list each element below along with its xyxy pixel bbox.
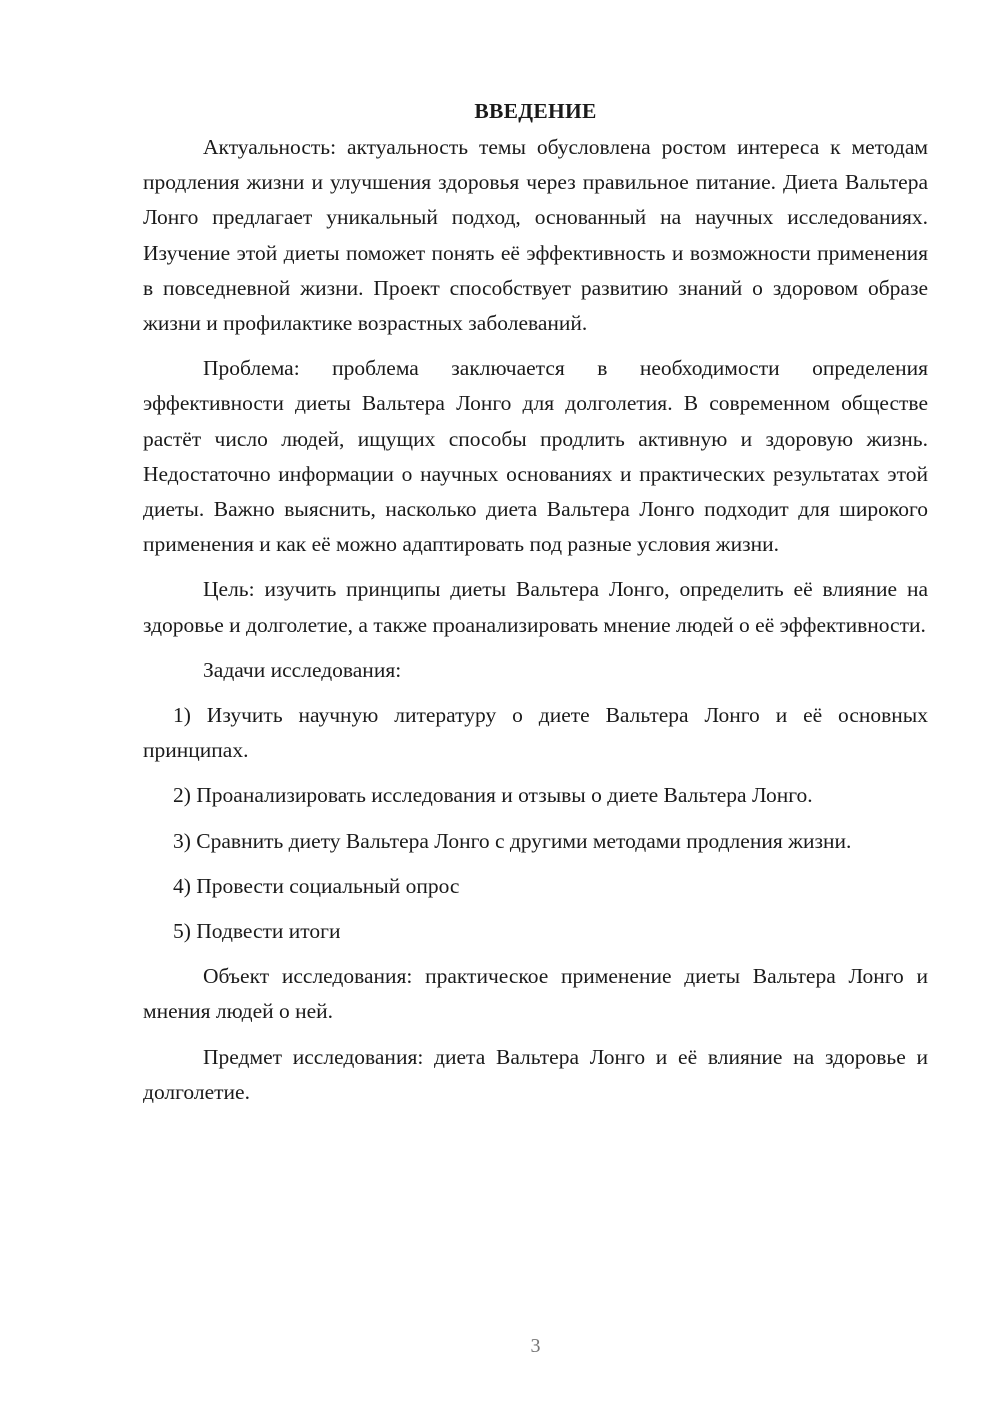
page-title: ВВЕДЕНИЕ xyxy=(474,99,597,123)
tasks-heading: Задачи исследования: xyxy=(203,657,402,682)
paragraph-relevance: Актуальность: актуальность темы обусловлена ростом интереса к методам продления жизни и улучшения здоровья через правильное питание. Диета Вальтера Лонго предлагает уникальный подход, основанный на научных исследованиях. Изучение этой диеты поможет понять её эффективность и возможности применения в повседневной жизни. Проект способствует развитию знаний о здоровом образе жизни и профилактике возрастных заболеваний. xyxy=(143,135,928,336)
task-item-4: 4) Провести социальный опрос xyxy=(173,873,460,898)
task-item-3: 3) Сравнить диету Вальтера Лонго с другими методами продления жизни. xyxy=(173,828,852,853)
paragraph-object: Объект исследования: практическое применение диеты Вальтера Лонго и мнения людей о ней. xyxy=(143,964,928,1024)
paragraph-problem: Проблема: проблема заключается в необходимости определения эффективности диеты Вальтера Лонго для долголетия. В современном обществе растёт число людей, ищущих способы продлить активную и здоровую жизнь. Недостаточно информации о научных основаниях и практических результатах этой диеты. Важно выяснить, насколько диета Вальтера Лонго подходит для широкого применения и как её можно адаптировать под разные условия жизни. xyxy=(143,356,928,557)
paragraph-goal: Цель: изучить принципы диеты Вальтера Лонго, определить её влияние на здоровье и долголетие, а также проанализировать мнение людей о её эффективности. xyxy=(143,577,928,637)
paragraph-subject: Предмет исследования: диета Вальтера Лонго и её влияние на здоровье и долголетие. xyxy=(143,1044,928,1104)
task-item-2: 2) Проанализировать исследования и отзывы о диете Вальтера Лонго. xyxy=(173,783,813,808)
page-number: 3 xyxy=(530,1335,541,1357)
task-item-5: 5) Подвести итоги xyxy=(173,919,341,944)
task-item-1: 1) Изучить научную литературу о диете Вальтера Лонго и её основных принципах. xyxy=(143,703,928,763)
page-content xyxy=(143,96,928,1120)
